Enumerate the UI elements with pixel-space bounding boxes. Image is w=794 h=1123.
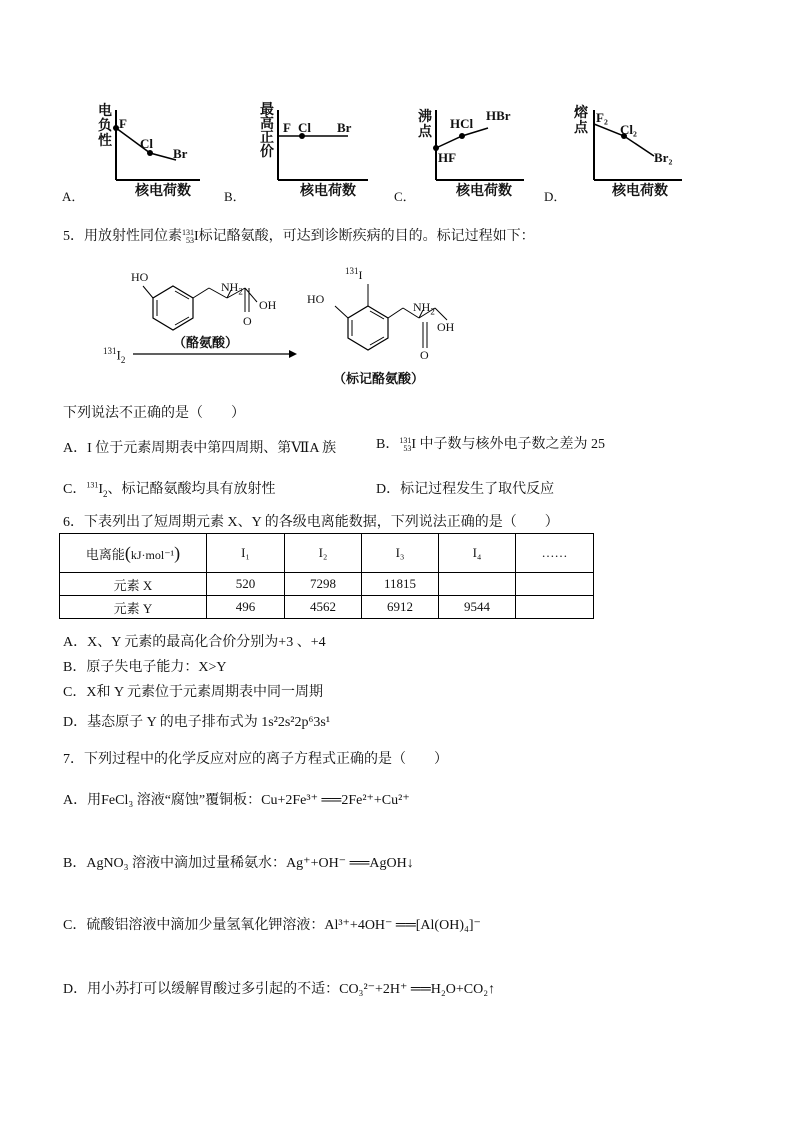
tyrosine-nh2: $NH_2$ <box>221 280 243 297</box>
q7-stem: 7．下列过程中的化学反应对应的离子方程式正确的是（ ） <box>63 752 448 767</box>
y-axis-label: 最 高 正 价 <box>260 103 274 160</box>
q6-option-c: C．X和 Y 元素位于元素周期表中同一周期 <box>63 685 324 700</box>
q5-option-c: C．$^{131}I_2$、标记酪氨酸均具有放射性 <box>63 480 276 499</box>
y-axis-label: 熔 点 <box>574 106 588 136</box>
reactant-label: （酪氨酸） <box>173 335 239 350</box>
option-label: B． <box>224 189 246 204</box>
point-label-f: F <box>119 116 127 131</box>
point-label-hbr: HBr <box>486 108 511 123</box>
chart-a <box>60 100 210 204</box>
point-label-cl: Cl <box>140 136 153 151</box>
point-label-f2: F₂ <box>596 110 608 125</box>
point-label-br2: Br₂ <box>654 150 673 165</box>
point-label-cl2: Cl₂ <box>620 122 637 137</box>
point-label-br: Br <box>173 146 188 161</box>
table-cell: 9544 <box>439 596 516 619</box>
table-header-cell: …… <box>516 534 594 573</box>
y-axis-label: 沸 点 <box>418 110 432 140</box>
q5-option-d: D．标记过程发生了取代反应 <box>376 482 555 497</box>
point-label-cl: Cl <box>298 120 311 135</box>
table-row <box>60 573 594 596</box>
table-cell: 7298 <box>285 573 362 596</box>
point-label-br: Br <box>337 120 352 135</box>
table-cell: 496 <box>207 596 285 619</box>
table-cell: 元素 Y <box>60 596 207 619</box>
chart-d <box>542 100 692 204</box>
reagent-label: $^{131}I_2$ <box>103 346 126 365</box>
q6-option-a: A．X、Y 元素的最高化合价分别为+3 、+4 <box>63 635 326 650</box>
table-cell: 520 <box>207 573 285 596</box>
q7-option-b: B．AgNO₃ 溶液中滴加过量稀氨水：Ag⁺+OH⁻ ══AgOH↓ <box>63 856 414 871</box>
q7-option-a: A．用FeCl₃ 溶液“腐蚀”覆铜板：Cu+2Fe³⁺ ══2Fe²⁺+Cu²⁺ <box>63 793 410 808</box>
point-label-hf: HF <box>438 150 457 165</box>
tyrosine-o: O <box>243 314 252 328</box>
q6-option-d: D．基态原子 Y 的电子排布式为 1s²2s²2p⁶3s¹ <box>63 715 331 730</box>
table-row <box>60 596 594 619</box>
q6-stem: 6．下表列出了短周期元素 X、Y 的各级电离能数据，下列说法正确的是（ ） <box>63 515 559 530</box>
table-header-cell: I₄ <box>439 534 516 573</box>
table-cell <box>439 573 516 596</box>
x-axis-label: 核电荷数 <box>456 184 512 199</box>
table-cell <box>516 596 594 619</box>
product-ho: HO <box>307 292 325 306</box>
x-axis-label: 核电荷数 <box>612 184 668 199</box>
table-header-cell: I₁ <box>207 534 285 573</box>
table-cell: 6912 <box>362 596 439 619</box>
table-cell: 4562 <box>285 596 362 619</box>
chart-c <box>392 100 542 204</box>
table-cell: 11815 <box>362 573 439 596</box>
table-header-cell: 电离能(kJ·mol⁻¹) <box>60 534 207 573</box>
product-label: （标记酪氨酸） <box>333 371 425 386</box>
point-label-hcl: HCl <box>450 116 474 131</box>
chart-b <box>222 100 382 204</box>
product-nh2: $NH_2$ <box>413 300 435 317</box>
option-label: A． <box>62 189 85 204</box>
x-axis-label: 核电荷数 <box>135 184 191 199</box>
q7-option-d: D．用小苏打可以缓解胃酸过多引起的不适：CO₃²⁻+2H⁺ ══H₂O+CO₂↑ <box>63 982 496 997</box>
q5-option-b: B．131 53I 中子数与核外电子数之差为 25 <box>376 435 606 453</box>
tyrosine-ho: HO <box>131 270 149 284</box>
table-header-cell: I₂ <box>285 534 362 573</box>
option-label: C． <box>394 189 416 204</box>
option-label: D． <box>544 189 567 204</box>
point-label-f: F <box>283 120 291 135</box>
q5-question: 下列说法不正确的是（ ） <box>63 406 245 421</box>
table-header-cell: I₃ <box>362 534 439 573</box>
y-axis-label: 电 负 性 <box>98 104 112 149</box>
table-cell <box>516 573 594 596</box>
product-o: O <box>420 348 429 362</box>
product-i-label: $^{131}$I <box>345 266 363 282</box>
ionization-energy-table <box>59 533 594 619</box>
q5-option-a: A．I 位于元素周期表中第四周期、第ⅦA 族 <box>63 441 337 456</box>
table-cell: 元素 X <box>60 573 207 596</box>
reaction-scheme <box>63 262 463 392</box>
product-oh: OH <box>437 320 455 334</box>
q5-stem: 5．用放射性同位素131 53I标记酪氨酸，可达到诊断疾病的目的。标记过程如下： <box>63 227 535 245</box>
x-axis-label: 核电荷数 <box>300 184 356 199</box>
point-hcl <box>459 133 465 139</box>
table-header-row <box>60 534 594 573</box>
q6-option-b: B．原子失电子能力：X>Y <box>63 660 227 675</box>
q7-option-c: C．硫酸铝溶液中滴加少量氢氧化钾溶液：Al³⁺+4OH⁻ ══[Al(OH)₄]⁻ <box>63 918 481 933</box>
tyrosine-oh: OH <box>259 298 277 312</box>
